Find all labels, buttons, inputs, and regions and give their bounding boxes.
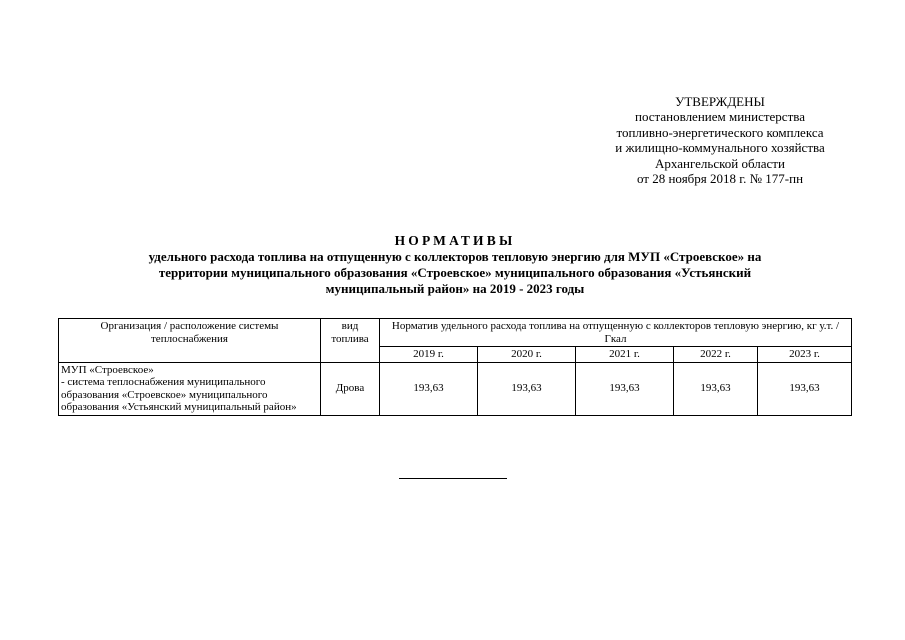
cell-value: 193,63 — [758, 362, 852, 415]
cell-value: 193,63 — [674, 362, 758, 415]
document-heading — [60, 232, 850, 298]
table-row — [59, 362, 852, 415]
header-year: 2020 г. — [478, 347, 576, 363]
approval-line: постановлением министерства — [634, 109, 805, 125]
cell-org — [59, 362, 321, 415]
subtitle-line: муниципальный район» на 2019 - 2023 годы — [325, 281, 585, 297]
cell-value: 193,63 — [576, 362, 674, 415]
cell-value: 193,63 — [478, 362, 576, 415]
header-norm: Норматив удельного расхода топлива на отпущенную с коллекторов тепловую энергию, кг у.т. /Гкал — [380, 319, 852, 347]
approval-line: Архангельской области — [655, 155, 785, 171]
norms-table — [58, 318, 852, 416]
header-year: 2022 г. — [674, 347, 758, 363]
org-name: МУП «Строевское» — [61, 363, 154, 376]
header-fuel: вид топлива — [321, 319, 380, 363]
document-subtitle — [60, 249, 850, 298]
table-header-row — [59, 319, 852, 347]
header-year: 2019 г. — [380, 347, 478, 363]
document-title: НОРМАТИВЫ — [394, 233, 516, 248]
org-system: - система теплоснабжения муниципального образования «Строевское» муниципального образования «Устьянский муниципальный район» — [61, 376, 297, 413]
approval-line: от 28 ноября 2018 г. № 177-пн — [636, 171, 804, 187]
header-year: 2023 г. — [758, 347, 852, 363]
header-org: Организация / расположение системы теплоснабжения — [59, 319, 321, 363]
header-year: 2021 г. — [576, 347, 674, 363]
approval-line: УТВЕРЖДЕНЫ — [675, 94, 765, 109]
subtitle-line: территории муниципального образования «Строевское» муниципального образования «Устьянский — [158, 265, 752, 281]
end-divider — [399, 478, 507, 479]
cell-fuel: Дрова — [321, 362, 380, 415]
cell-value: 193,63 — [380, 362, 478, 415]
approval-line: и жилищно-коммунального хозяйства — [615, 140, 825, 156]
approval-block — [575, 94, 865, 186]
subtitle-line: удельного расхода топлива на отпущенную с коллекторов тепловую энергию для МУП «Строевское» на — [148, 249, 762, 264]
approval-line: топливно-энергетического комплекса — [616, 124, 824, 140]
